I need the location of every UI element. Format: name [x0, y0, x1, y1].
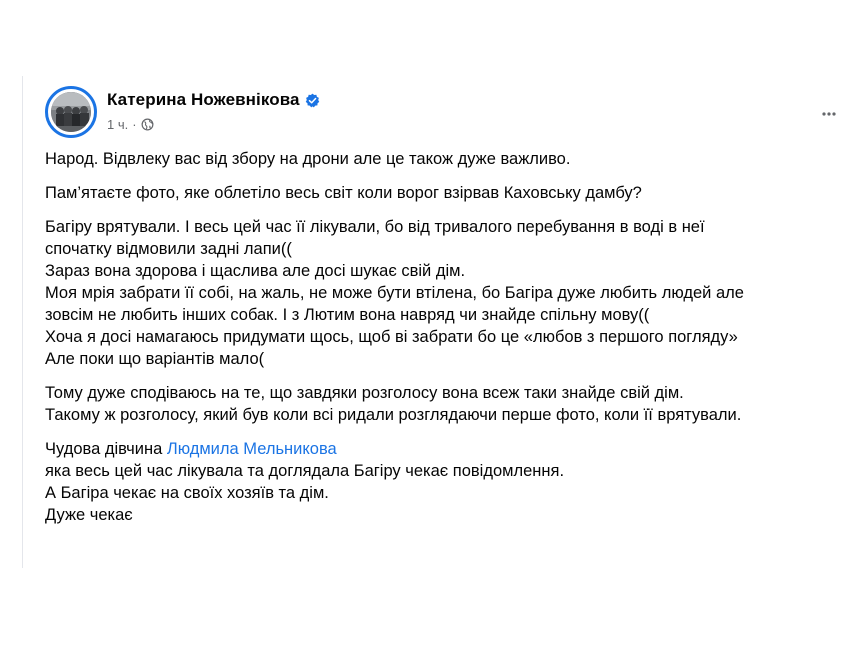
verified-badge-icon	[305, 93, 320, 108]
avatar[interactable]	[45, 86, 97, 138]
author-line	[107, 89, 320, 111]
more-options-icon[interactable]	[815, 100, 843, 128]
facebook-post	[22, 76, 853, 568]
mention-prefix: Чудова дівчина	[45, 440, 167, 458]
mention-link[interactable]: Людмила Мельникова	[166, 440, 337, 458]
post-header	[45, 86, 835, 142]
post-paragraph	[45, 438, 845, 526]
post-text-line: Пам’ятаєте фото, яке облетіло весь світ коли ворог взірвав Каховську дамбу?	[45, 184, 642, 202]
post-text-line: А Багіра чекає на своїх хозяїв та дім.	[45, 484, 329, 502]
post-text-line: зовсім не любить інших собак. І з Лютим вона навряд чи знайде спільну мову((	[45, 306, 650, 324]
post-text-line: Але поки що варіантів мало(	[45, 350, 265, 368]
post-paragraph	[45, 216, 845, 370]
post-text-line: Зараз вона здорова і щаслива але досі шукає свій дім.	[45, 262, 466, 280]
post-text-line: Дуже чекає	[45, 506, 133, 524]
author-name[interactable]: Катерина Ножевнікова	[107, 90, 300, 109]
post-text-line: Тому дуже сподіваюсь на те, що завдяки розголосу вона всеж таки знайде свій дім.	[45, 384, 684, 402]
post-text-line: Такому ж розголосу, який був коли всі ридали розглядаючи перше фото, коли її врятували.	[45, 406, 742, 424]
post-time[interactable]: 1 ч.	[107, 116, 129, 132]
post-text-line: Багіру врятували. І весь цей час її лікували, бо від тривалого перебування в воді в неї	[45, 218, 705, 236]
mention-line	[45, 438, 845, 460]
post-text-line: яка весь цей час лікувала та доглядала Багіру чекає повідомлення.	[45, 462, 565, 480]
post-text-line: Народ. Відвлеку вас від збору на дрони але це також дуже важливо.	[45, 150, 571, 168]
avatar-photo	[51, 92, 91, 132]
globe-icon	[141, 118, 154, 131]
post-paragraph	[45, 182, 845, 204]
post-body	[45, 148, 845, 538]
post-text-line: Моя мрія забрати її собі, на жаль, не може бути втілена, бо Багіра дуже любить людей але	[45, 284, 744, 302]
post-paragraph	[45, 148, 845, 170]
post-meta	[107, 115, 154, 133]
post-text-line: Хоча я досі намагаюсь придумати щось, щоб ві забрати бо це «любов з першого погляду»	[45, 328, 738, 346]
post-text-line: спочатку відмовили задні лапи((	[45, 240, 292, 258]
meta-separator: ·	[132, 116, 137, 132]
post-paragraph	[45, 382, 845, 426]
